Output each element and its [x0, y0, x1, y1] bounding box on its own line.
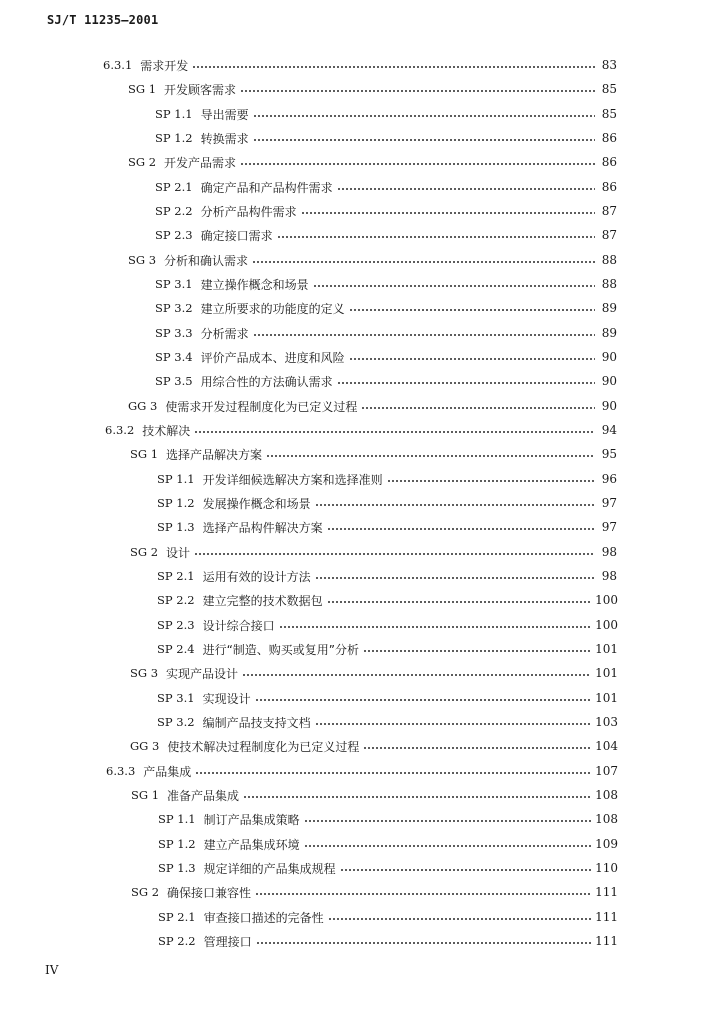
toc-dot-leader — [349, 309, 595, 311]
toc-entry-page: 86 — [601, 155, 617, 169]
toc-entry — [157, 712, 618, 732]
toc-entry-page: 85 — [601, 107, 617, 121]
toc-entry-page: 89 — [601, 301, 617, 315]
toc-entry-title: 运用有效的设计方法 — [202, 569, 311, 584]
toc-entry-page: 98 — [601, 545, 617, 559]
toc-dot-leader — [361, 407, 595, 409]
toc-entry — [103, 55, 617, 75]
toc-entry-page: 90 — [601, 399, 617, 413]
toc-entry — [130, 542, 617, 562]
toc-entry — [157, 566, 617, 586]
toc-entry — [155, 128, 617, 148]
toc-entry-page: 98 — [601, 569, 617, 583]
toc-dot-leader — [277, 236, 595, 238]
toc-dot-leader — [340, 869, 592, 871]
toc-entry-title: 导出需要 — [200, 107, 249, 122]
toc-dot-leader — [195, 772, 591, 774]
toc-entry-title: 产品集成 — [143, 764, 192, 779]
toc-dot-leader — [192, 66, 595, 68]
toc-entry-title: 确保接口兼容性 — [167, 885, 252, 900]
toc-entry-page: 95 — [601, 447, 617, 461]
toc-entry-number: SP 2.3 — [155, 228, 193, 242]
toc-entry-title: 分析和确认需求 — [164, 253, 249, 268]
toc-dot-leader — [242, 674, 591, 676]
toc-entry — [155, 225, 617, 245]
toc-entry-number: SG 3 — [128, 253, 157, 267]
toc-entry-page: 83 — [601, 58, 617, 72]
toc-entry — [158, 809, 618, 829]
toc-entry-page: 108 — [595, 812, 618, 826]
toc-entry — [158, 834, 618, 854]
toc-entry — [128, 152, 617, 172]
toc-entry-number: SP 3.1 — [157, 691, 195, 705]
toc-entry-title: 设计 — [166, 545, 191, 560]
toc-entry-number: SG 3 — [130, 666, 159, 680]
toc-entry-title: 实现产品设计 — [166, 666, 239, 681]
toc-dot-leader — [327, 528, 595, 530]
toc-entry-number: SP 2.2 — [157, 593, 195, 607]
toc-entry-title: 管理接口 — [203, 934, 252, 949]
toc-entry-title: 进行“制造、购买或复用”分析 — [202, 642, 359, 657]
toc-entry — [158, 858, 618, 878]
toc-dot-leader — [337, 188, 595, 190]
toc-entry-title: 分析产品构件需求 — [200, 204, 297, 219]
toc-entry-page: 97 — [601, 496, 617, 510]
toc-entry-page: 96 — [601, 472, 617, 486]
toc-entry-number: SP 2.2 — [158, 934, 196, 948]
toc-dot-leader — [315, 504, 595, 506]
toc-entry-page: 108 — [595, 788, 618, 802]
toc-entry-number: 6.3.3 — [106, 764, 136, 778]
toc-entry-page: 109 — [595, 837, 618, 851]
toc-dot-leader — [253, 139, 595, 141]
toc-entry — [155, 371, 617, 391]
toc-entry-number: SP 1.2 — [155, 131, 193, 145]
toc-entry-page: 85 — [601, 82, 617, 96]
toc-entry — [155, 201, 617, 221]
toc-dot-leader — [327, 601, 592, 603]
toc-dot-leader — [266, 455, 595, 457]
toc-dot-leader — [304, 820, 592, 822]
toc-entry-number: SP 3.1 — [155, 277, 193, 291]
toc-entry — [157, 590, 618, 610]
toc-entry — [157, 688, 618, 708]
toc-entry-number: SP 1.1 — [155, 107, 193, 121]
toc-entry-title: 确定产品和产品构件需求 — [200, 180, 333, 195]
toc-dot-leader — [315, 723, 592, 725]
toc-entry — [130, 444, 617, 464]
toc-entry-page: 97 — [601, 520, 617, 534]
toc-entry-number: SP 1.2 — [158, 837, 196, 851]
toc-entry-number: SP 2.2 — [155, 204, 193, 218]
toc-entry — [157, 639, 618, 659]
toc-entry-page: 90 — [601, 350, 617, 364]
toc-entry-number: SP 1.1 — [157, 472, 195, 486]
toc-entry-page: 111 — [595, 885, 618, 899]
toc-entry — [157, 615, 618, 635]
toc-dot-leader — [240, 90, 595, 92]
toc-entry-title: 技术解决 — [142, 423, 191, 438]
toc-entry-number: SG 1 — [128, 82, 157, 96]
toc-dot-leader — [256, 942, 592, 944]
toc-entry-title: 建立产品集成环境 — [203, 837, 300, 852]
toc-entry — [128, 79, 617, 99]
toc-dot-leader — [304, 845, 592, 847]
toc-entry-title: 使技术解决过程制度化为已定义过程 — [167, 739, 360, 754]
toc-entry-title: 开发顾客需求 — [164, 82, 237, 97]
toc-entry-title: 发展操作概念和场景 — [202, 496, 311, 511]
toc-entry-page: 111 — [595, 934, 618, 948]
toc-entry — [158, 907, 618, 927]
toc-entry-number: 6.3.1 — [103, 58, 133, 72]
toc-entry-title: 用综合性的方法确认需求 — [200, 374, 333, 389]
toc-entry-page: 107 — [595, 764, 618, 778]
toc-entry-page: 101 — [595, 666, 618, 680]
toc-entry — [106, 761, 618, 781]
toc-entry-title: 评价产品成本、进度和风险 — [200, 350, 345, 365]
toc-entry-title: 设计综合接口 — [202, 618, 275, 633]
toc-entry-number: SP 2.4 — [157, 642, 195, 656]
toc-entry-title: 审查接口描述的完备性 — [203, 910, 324, 925]
toc-dot-leader — [243, 796, 591, 798]
toc-entry-number: SP 3.3 — [155, 326, 193, 340]
toc-entry — [157, 493, 617, 513]
toc-entry-title: 选择产品构件解决方案 — [202, 520, 323, 535]
page-number: IV — [45, 963, 59, 977]
toc-entry-page: 87 — [601, 228, 617, 242]
toc-dot-leader — [315, 577, 595, 579]
toc-entry — [131, 882, 618, 902]
toc-entry-title: 使需求开发过程制度化为已定义过程 — [165, 399, 358, 414]
toc-entry-page: 87 — [601, 204, 617, 218]
toc-dot-leader — [252, 261, 595, 263]
toc-entry — [157, 517, 617, 537]
toc-entry — [128, 396, 617, 416]
toc-entry-title: 分析需求 — [200, 326, 249, 341]
toc-entry-title: 建立操作概念和场景 — [200, 277, 309, 292]
toc-entry — [155, 323, 617, 343]
toc-entry-number: SP 3.4 — [155, 350, 193, 364]
toc-entry-page: 104 — [595, 739, 618, 753]
toc-dot-leader — [255, 893, 591, 895]
toc-entry-number: SP 2.1 — [158, 910, 196, 924]
toc-entry-number: SG 2 — [130, 545, 159, 559]
toc-entry-number: SP 1.3 — [158, 861, 196, 875]
toc-dot-leader — [328, 918, 592, 920]
toc-entry-number: SP 2.1 — [155, 180, 193, 194]
toc-entry-number: SG 1 — [130, 447, 159, 461]
toc-entry-title: 转换需求 — [200, 131, 249, 146]
toc-entry-number: SP 3.5 — [155, 374, 193, 388]
toc-entry-number: SP 3.2 — [157, 715, 195, 729]
toc-entry — [105, 420, 617, 440]
toc-entry-page: 103 — [595, 715, 618, 729]
toc-dot-leader — [363, 747, 591, 749]
toc-entry-title: 实现设计 — [202, 691, 251, 706]
toc-entry-title: 建立完整的技术数据包 — [202, 593, 323, 608]
standard-code: SJ/T 11235—2001 — [47, 13, 159, 27]
toc-entry-title: 准备产品集成 — [167, 788, 240, 803]
toc-entry-number: GG 3 — [130, 739, 160, 753]
toc-entry-title: 开发详细候选解决方案和选择准则 — [202, 472, 383, 487]
toc-entry-number: SG 1 — [131, 788, 160, 802]
toc-entry-page: 90 — [601, 374, 617, 388]
toc-dot-leader — [240, 163, 595, 165]
toc-entry-title: 规定详细的产品集成规程 — [203, 861, 336, 876]
toc-entry-title: 编制产品技支持文档 — [202, 715, 311, 730]
toc-entry-page: 94 — [601, 423, 617, 437]
toc-entry-title: 制订产品集成策略 — [203, 812, 300, 827]
toc-entry-page: 110 — [595, 861, 618, 875]
toc-entry — [155, 298, 617, 318]
toc-entry — [155, 347, 617, 367]
toc-dot-leader — [313, 285, 595, 287]
toc-entry-page: 88 — [601, 253, 617, 267]
toc-entry-page: 88 — [601, 277, 617, 291]
toc-entry-title: 选择产品解决方案 — [166, 447, 263, 462]
toc-entry-page: 111 — [595, 910, 618, 924]
toc-entry — [157, 469, 617, 489]
toc-entry-number: SP 1.3 — [157, 520, 195, 534]
toc-dot-leader — [387, 480, 595, 482]
toc-dot-leader — [337, 382, 595, 384]
toc-entry-number: SG 2 — [131, 885, 160, 899]
toc-entry-number: 6.3.2 — [105, 423, 135, 437]
toc-entry — [128, 250, 617, 270]
toc-entry-title: 需求开发 — [140, 58, 189, 73]
toc-entry-number: GG 3 — [128, 399, 158, 413]
toc-entry — [155, 177, 617, 197]
toc-dot-leader — [349, 358, 595, 360]
toc-entry — [155, 274, 617, 294]
toc-entry — [131, 785, 618, 805]
toc-dot-leader — [255, 699, 592, 701]
toc-entry-title: 确定接口需求 — [200, 228, 273, 243]
toc-dot-leader — [253, 115, 595, 117]
toc-entry-number: SP 2.3 — [157, 618, 195, 632]
toc-entry — [155, 104, 617, 124]
toc-dot-leader — [279, 626, 592, 628]
toc-dot-leader — [363, 650, 591, 652]
toc-entry-page: 101 — [595, 691, 618, 705]
toc-dot-leader — [253, 334, 595, 336]
toc-entry-title: 开发产品需求 — [164, 155, 237, 170]
toc-entry-title: 建立所要求的功能度的定义 — [200, 301, 345, 316]
toc-entry-page: 100 — [595, 618, 618, 632]
toc-entry-page: 101 — [595, 642, 618, 656]
toc-entry-number: SG 2 — [128, 155, 157, 169]
toc-dot-leader — [194, 553, 595, 555]
toc-entry-page: 100 — [595, 593, 618, 607]
toc-dot-leader — [301, 212, 595, 214]
toc-entry — [158, 931, 618, 951]
toc-entry-number: SP 1.2 — [157, 496, 195, 510]
toc-entry-page: 86 — [601, 131, 617, 145]
toc-entry-page: 86 — [601, 180, 617, 194]
toc-entry — [130, 736, 618, 756]
toc-entry-number: SP 3.2 — [155, 301, 193, 315]
toc-entry-number: SP 2.1 — [157, 569, 195, 583]
toc-entry-number: SP 1.1 — [158, 812, 196, 826]
toc-entry — [130, 663, 618, 683]
toc-entry-page: 89 — [601, 326, 617, 340]
toc-dot-leader — [194, 431, 595, 433]
